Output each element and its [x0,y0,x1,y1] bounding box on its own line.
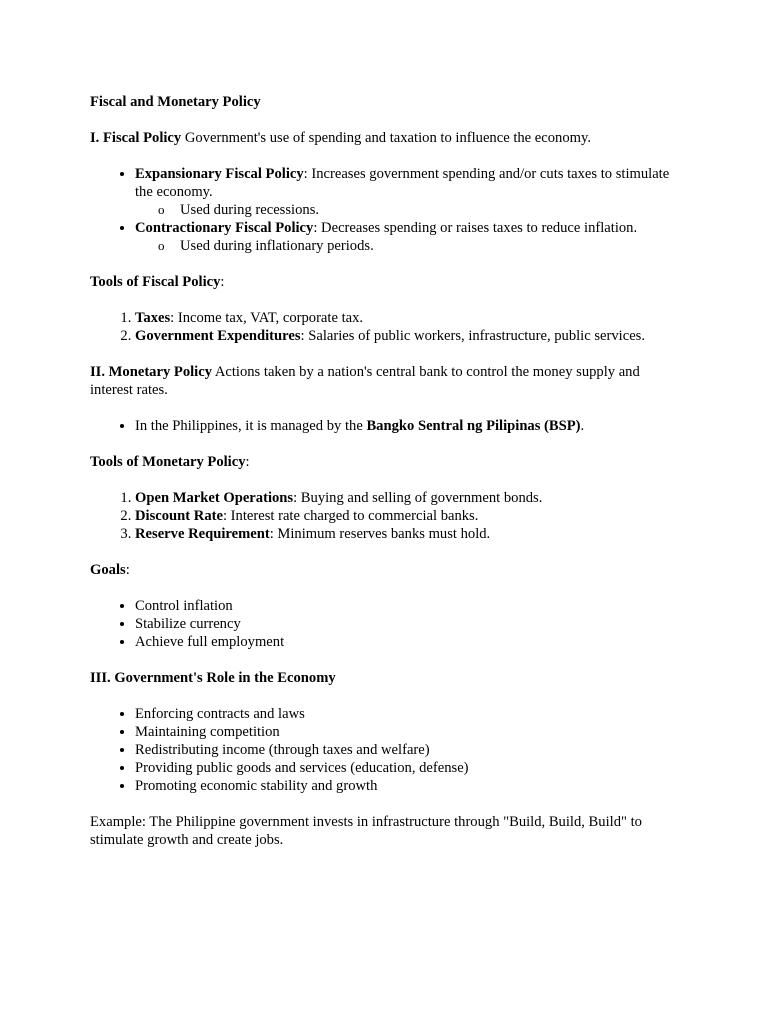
sub-list [135,237,678,255]
description: : Income tax, VAT, corporate tax. [170,310,364,326]
example-paragraph: Example: The Philippine government invests in infrastructure through "Build, Build, Build" to stimulate growth and create jobs. [90,814,642,848]
list-item [135,507,678,525]
description: : Increases government spending and/or cuts taxes to stimulate the economy. [135,166,670,200]
bsp-name: Bangko Sentral ng Pilipinas (BSP) [366,418,581,434]
document-title: Fiscal and Monetary Policy [90,94,261,110]
monetary-bsp-list [90,417,678,435]
fiscal-policy-types-list [90,165,678,255]
list-item [135,219,678,255]
term: Discount Rate [135,508,223,524]
list-item: • Maintaining competition [135,723,678,741]
fiscal-tools-list [90,309,678,345]
list-item [135,327,678,345]
monetary-policy-paragraph [90,363,678,399]
description: : Buying and selling of government bonds. [293,490,543,506]
fiscal-tools-heading: Tools of Fiscal Policy: [90,274,225,290]
description: : Salaries of public workers, infrastructure, public services. [300,328,646,344]
term: Expansionary Fiscal Policy [135,166,304,182]
term: Open Market Operations [135,490,294,506]
government-role-heading: III. Government's Role in the Economy [90,670,336,686]
list-item: • Stabilize currency [135,615,678,633]
sub-list-item: o Used during recessions. [180,201,678,219]
monetary-policy-intro: Actions taken by a nation's central bank to control the money supply and interest rates. [90,364,640,398]
list-item [135,165,678,219]
list-item [135,309,678,327]
term: Contractionary Fiscal Policy [135,220,314,236]
monetary-policy-heading: II. Monetary Policy [90,364,212,380]
list-item: • Enforcing contracts and laws [135,705,678,723]
fiscal-policy-intro: Government's use of spending and taxation to influence the economy. [181,130,591,146]
term: Reserve Requirement [135,526,270,542]
goals-heading: Goals: [90,562,130,578]
list-item: • Achieve full employment [135,633,678,651]
sub-list [135,201,678,219]
goals-list [90,597,678,651]
description: : Minimum reserves banks must hold. [269,526,491,542]
fiscal-policy-paragraph [90,129,678,147]
term: Government Expenditures [135,328,301,344]
list-item [135,525,678,543]
fiscal-policy-heading: I. Fiscal Policy [90,130,182,146]
monetary-tools-heading: Tools of Monetary Policy: [90,454,250,470]
list-item: • Providing public goods and services (education, defense) [135,759,678,777]
sub-list-item: o Used during inflationary periods. [180,237,678,255]
description: : Decreases spending or raises taxes to reduce inflation. [313,220,638,236]
list-item: • In the Philippines, it is managed by the Bangko Sentral ng Pilipinas (BSP). [135,417,678,435]
description: : Interest rate charged to commercial banks. [222,508,479,524]
list-item [135,489,678,507]
government-roles-list [90,705,678,795]
monetary-tools-list [90,489,678,543]
list-item: • Redistributing income (through taxes and welfare) [135,741,678,759]
term: Taxes [135,310,171,326]
list-item: • Control inflation [135,597,678,615]
list-item: • Promoting economic stability and growth [135,777,678,795]
